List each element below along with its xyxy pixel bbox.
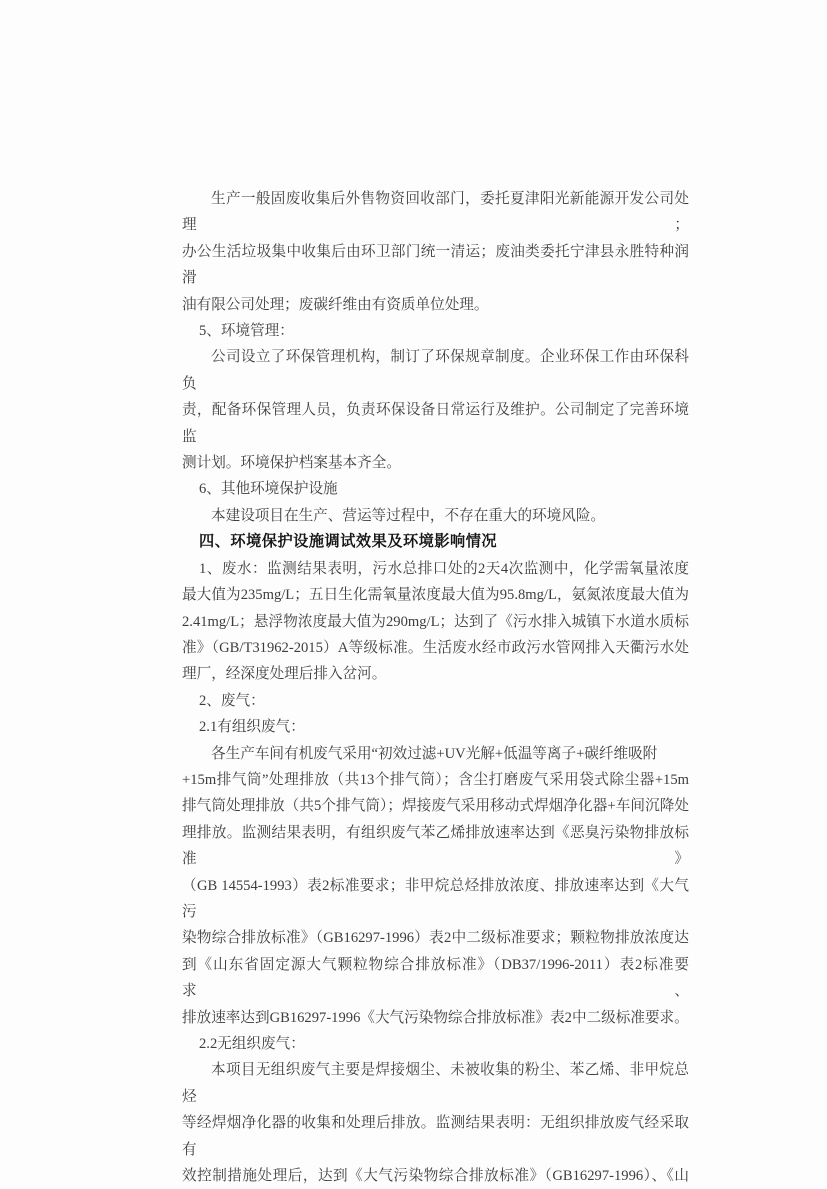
text-line: 生产一般固废收集后外售物资回收部门，委托夏津阳光新能源开发公司处理；	[182, 191, 689, 234]
text-line: 染物综合排放标准》（GB16297-1996）表2中二级标准要求；颗粒物排放浓度达	[182, 930, 689, 947]
text-line: 到《山东省固定源大气颗粒物综合排放标准》（DB37/1996-2011）表2标准要求、	[182, 956, 689, 1000]
text-line: 本建设项目在生产、营运等过程中，不存在重大的环境风险。	[211, 507, 606, 524]
subsection-heading-other-facilities: 6、其他环境保护设施	[199, 481, 338, 498]
text-line: 油有限公司处理；废碳纤维由有资质单位处理。	[182, 296, 489, 313]
text-line: 公司设立了环保管理机构，制订了环保规章制度。企业环保工作由环保科负	[182, 349, 689, 392]
subsection-heading-waste-gas: 2、废气：	[199, 692, 265, 709]
text-line: +15m排气筒”处理排放（共13个排气筒）；含尘打磨废气采用袋式除尘器+15m	[182, 771, 689, 788]
text-line: 办公生活垃圾集中收集后由环卫部门统一清运；废油类委托宁津县永胜特种润滑	[182, 243, 689, 287]
text-line: 排气筒处理排放（共5个排气筒）；焊接废气采用移动式焊烟净化器+车间沉降处	[182, 798, 689, 815]
text-line: 1、废水：监测结果表明，污水总排口处的2天4次监测中，化学需氧量浓度	[199, 560, 689, 577]
text-line: 2.41mg/L；悬浮物浓度最大值为290mg/L；达到了《污水排入城镇下水道水质标	[182, 613, 689, 630]
document-body	[182, 186, 689, 1189]
text-line: 等经焊烟净化器的收集和处理后排放。监测结果表明：无组织排放废气经采取有	[182, 1115, 689, 1158]
subsection-heading-environment-management: 5、环境管理：	[199, 323, 294, 340]
text-line: 测计划。环境保护档案基本齐全。	[182, 455, 401, 472]
text-line: 各生产车间有机废气采用“初效过滤+UV光解+低温等离子+碳纤维吸附	[211, 745, 658, 762]
section-heading: 四、环境保护设施调试效果及环境影响情况	[199, 533, 498, 551]
text-line: 排放速率达到GB16297-1996《大气污染物综合排放标准》表2中二级标准要求。	[182, 1009, 689, 1026]
text-line: 理排放。监测结果表明，有组织废气苯乙烯排放速率达到《恶臭污染物排放标准》	[182, 824, 689, 868]
text-line: 理厂，经深度处理后排入岔河。	[182, 666, 387, 683]
text-line: 准》（GB/T31962-2015）A等级标准。生活废水经市政污水管网排入天衢污水处	[182, 639, 689, 656]
text-line: 效控制措施处理后，达到《大气污染物综合排放标准》（GB16297-1996）、《山	[182, 1168, 689, 1185]
text-line: 本项目无组织废气主要是焊接烟尘、未被收集的粉尘、苯乙烯、非甲烷总烃	[182, 1062, 689, 1105]
text-line: （GB 14554-1993）表2标准要求；非甲烷总烃排放浓度、排放速率达到《大气污	[182, 877, 689, 920]
text-line: 最大值为235mg/L；五日生化需氧量浓度最大值为95.8mg/L，氨氮浓度最大值为	[182, 587, 689, 604]
text-line: 责，配备环保管理人员，负责环保设备日常运行及维护。公司制定了完善环境监	[182, 402, 689, 445]
subsection-heading-organized-gas: 2.1有组织废气：	[199, 719, 305, 736]
subsection-heading-unorganized-gas: 2.2无组织废气：	[199, 1036, 305, 1052]
